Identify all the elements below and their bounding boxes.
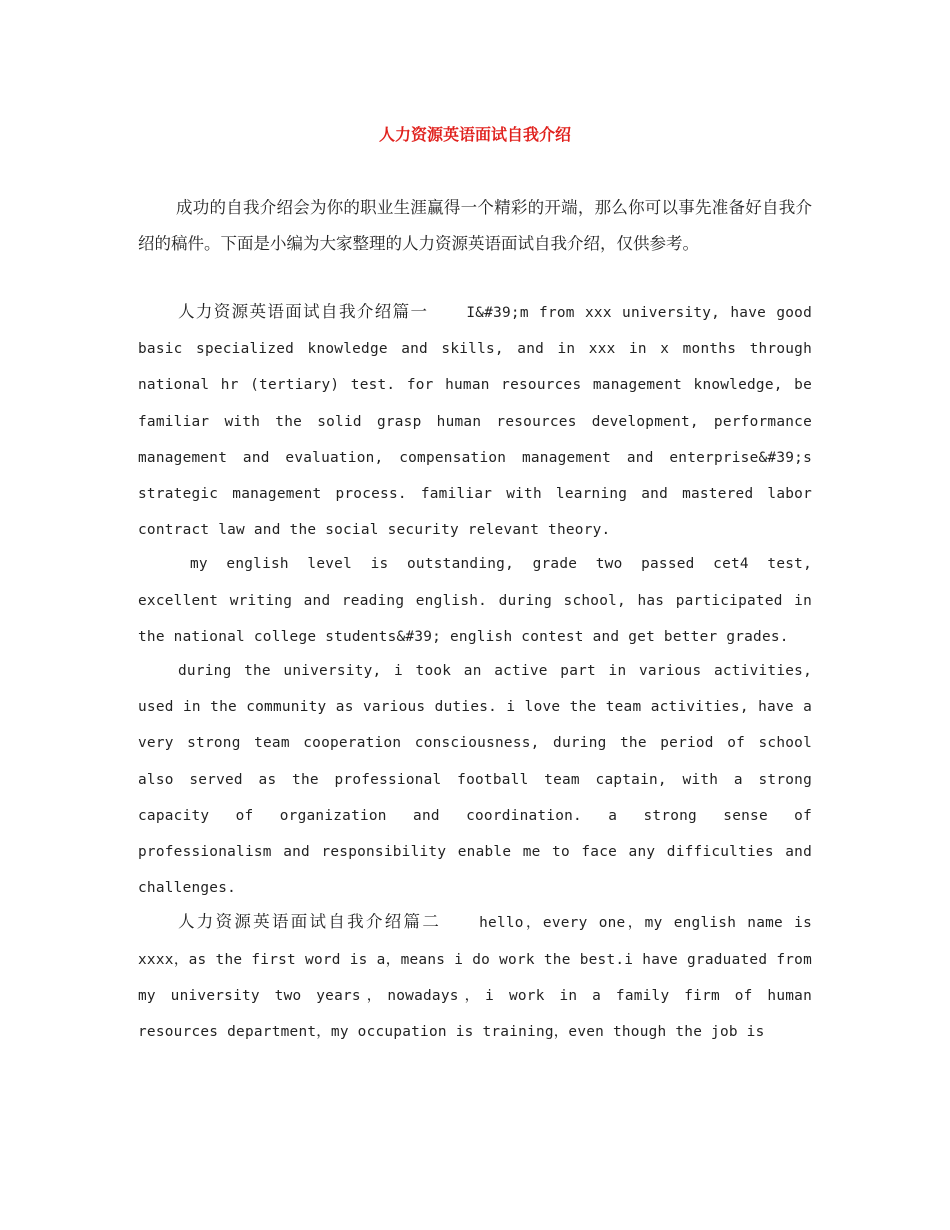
section2-text-1: hello，every one，my english name is xxxx，as the first word is a，means i do work the best.i have graduated from my university two years，nowadays，i work in a family firm of human resources department，my occupation is training，even though the job is bbox=[138, 915, 813, 1041]
section1-heading: 人力资源英语面试自我介绍篇一 bbox=[178, 302, 429, 321]
document-body bbox=[138, 294, 812, 1048]
section2-heading: 人力资源英语面试自我介绍篇二 bbox=[178, 912, 442, 932]
section2-paragraph-1 bbox=[138, 904, 812, 1050]
section1-paragraph-2: my english level is outstanding, grade two passed cet4 test, excellent writing and reading english. during school, has participated in the national college students&#39; english contest and get better grades. bbox=[138, 556, 812, 645]
section1-text-1: I&#39;m from xxx university, have good basic specialized knowledge and skills, and in xxx in x months through national hr (tertiary) test. for human resources management knowledge, be familiar with the solid grasp human resources development, performance management and evaluation, compensation management and enterprise&#39;s strategic management process. familiar with learning and mastered labor contract law and the social security relevant theory. bbox=[138, 305, 812, 539]
section1-paragraph-3: during the university, i took an active part in various activities, used in the community as various duties. i love the team activities, have a very strong team cooperation consciousness, during the period of school also served as the professional football team captain, with a strong capacity of organization and coordination. a strong sense of professionalism and responsibility enable me to face any difficulties and challenges. bbox=[138, 663, 812, 897]
intro-paragraph: 成功的自我介绍会为你的职业生涯赢得一个精彩的开端，那么你可以事先准备好自我介绍的稿件。下面是小编为大家整理的人力资源英语面试自我介绍，仅供参考。 bbox=[138, 198, 812, 253]
document-title: 人力资源英语面试自我介绍 bbox=[378, 125, 571, 144]
section1-paragraph-1 bbox=[138, 294, 812, 548]
